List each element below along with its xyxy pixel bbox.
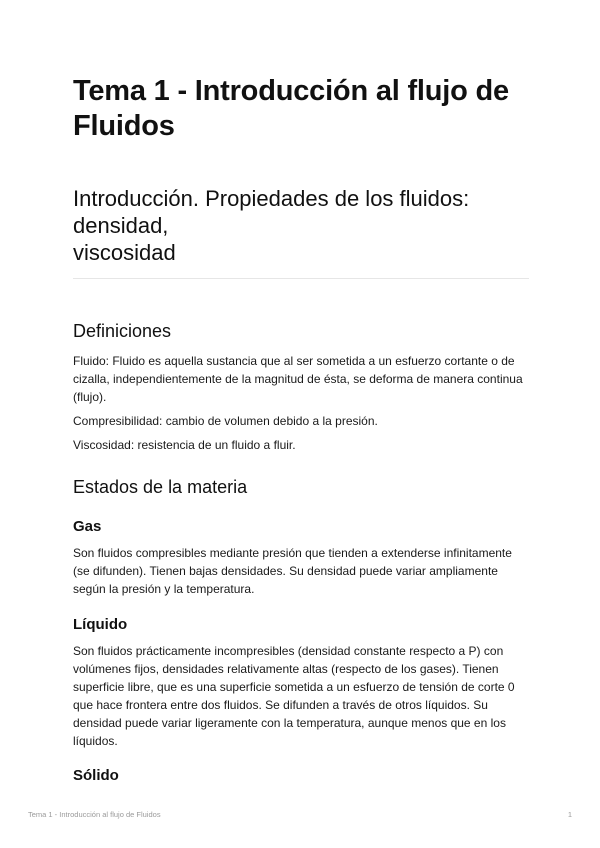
divider [73, 278, 529, 279]
subsection-heading-solido: Sólido [73, 767, 119, 784]
paragraph-liquido: Son fluidos prácticamente incompresibles (densidad constante respecto a P) con volúmenes fijos, densidades relativamente altas (respecto de los gases). Tienen superficie libre, que es una superficie sometida a un esfuerzo de tensión de corte 0 que hace frontera entre dos fluidos. Se difunden a través de otros líquidos. Su densidad puede variar ligeramente con la temperatura, aunque menos que en los líquidos. [73, 644, 515, 748]
definition-fluido: Fluido: Fluido es aquella sustancia que al ser sometida a un esfuerzo cortante o de cizalla, independientemente de la magnitud de ésta, se deforma de manera continua (flujo). [73, 354, 523, 404]
section-heading-definiciones: Definiciones [73, 321, 172, 341]
subtitle-line-2: viscosidad [73, 240, 176, 265]
page-content [73, 74, 529, 785]
definition-compresibilidad: Compresibilidad: cambio de volumen debido a la presión. [73, 414, 378, 428]
subsection-heading-gas: Gas [73, 518, 102, 535]
footer-title: Tema 1 - Introducción al flujo de Fluidos [28, 810, 161, 819]
page-subtitle [73, 185, 529, 266]
definition-viscosidad: Viscosidad: resistencia de un fluido a fluir. [73, 438, 296, 452]
section-heading-estados: Estados de la materia [73, 477, 248, 497]
page-title: Tema 1 - Introducción al flujo de Fluidos [73, 75, 509, 142]
footer-page-number: 1 [567, 810, 572, 819]
paragraph-gas: Son fluidos compresibles mediante presión que tienden a extenderse infinitamente (se difunden). Tienen bajas densidades. Su densidad puede variar ampliamente según la presión y la temperatura. [73, 546, 512, 596]
subtitle-line-1: Introducción. Propiedades de los fluidos: densidad, [73, 186, 470, 238]
subsection-heading-liquido: Líquido [73, 616, 128, 633]
